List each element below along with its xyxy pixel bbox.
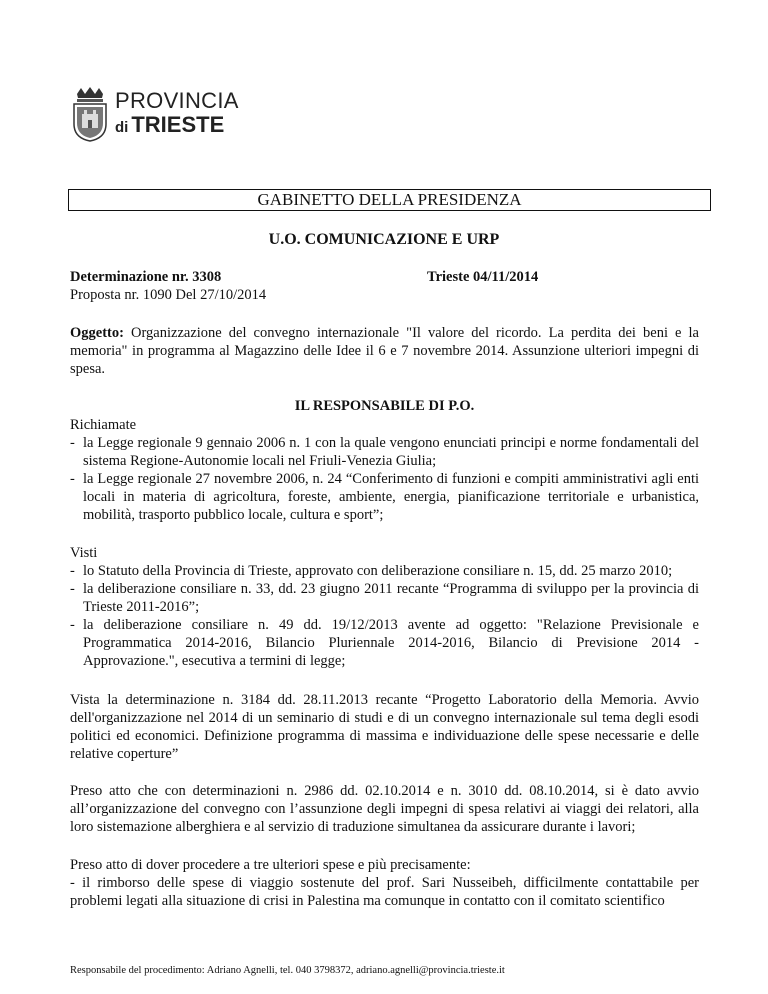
office-header-box: GABINETTO DELLA PRESIDENZA <box>68 189 711 211</box>
list-item: - la deliberazione consiliare n. 33, dd. 23 giugno 2011 recante “Programma di sviluppo per la provincia di Trieste 2011-2016”; <box>70 580 699 616</box>
logo-text-trieste <box>115 112 224 138</box>
richiamate-list <box>70 434 699 524</box>
list-item: - lo Statuto della Provincia di Trieste, approvato con deliberazione consiliare n. 15, dd. 25 marzo 2010; <box>70 562 699 580</box>
visti-list <box>70 562 699 670</box>
determinazione-number: Determinazione nr. 3308 <box>70 269 222 285</box>
preso-atto-intro: Preso atto di dover procedere a tre ulteriori spese e più precisamente: <box>70 857 471 873</box>
preso-atto-paragraph-2 <box>70 856 699 910</box>
list-item: - la Legge regionale 9 gennaio 2006 n. 1 con la quale vengono enunciati principi e norme fondamentali del sistema Regione-Autonomie locali nel Friuli-Venezia Giulia; <box>70 434 699 470</box>
preso-atto-paragraph-1: Preso atto che con determinazioni n. 2986 dd. 02.10.2014 e n. 3010 dd. 08.10.2014, si è dato avvio all’organizzazione del convegno con l’assunzione degli impegni di spesa relativi ai viaggi dei relatori, alla loro sistemazione alberghiera e al servizio di traduzione simultanea da assicurare durante i lavori; <box>70 783 699 835</box>
list-item: - la deliberazione consiliare n. 49 dd. 19/12/2013 avente ad oggetto: "Relazione Previsionale e Programmatica 2014-2016, Bilancio Pluriennale 2014-2016, Bilancio di Previsione 2014 - Approvazione.", esecutiva a termini di legge; <box>70 616 699 670</box>
visti-section <box>70 544 699 670</box>
place-date: Trieste 04/11/2014 <box>427 269 539 285</box>
unit-title: U.O. COMUNICAZIONE E URP <box>268 231 500 248</box>
oggetto-label: Oggetto: <box>70 325 124 341</box>
section-heading: IL RESPONSABILE DI P.O. <box>294 398 475 414</box>
list-item: - la Legge regionale 27 novembre 2006, n. 24 “Conferimento di funzioni e compiti amministrativi agli enti locali in materia di agricoltura, foreste, ambiente, energia, pianificazione territoriale e urbanistica, mobilità, trasporto pubblico locale, cultura e sport”; <box>70 470 699 524</box>
visti-label: Visti <box>70 545 98 561</box>
preso-atto-item: - il rimborso delle spese di viaggio sostenute del prof. Sari Nusseibeh, difficilmente contattabile per problemi legati alla situazione di crisi in Palestina ma comunque in contatto con il comitato scientifico <box>70 875 699 909</box>
oggetto-text: Organizzazione del convegno internazionale "Il valore del ricordo. La perdita dei beni e la memoria" in programma al Magazzino delle Idee il 6 e 7 novembre 2014. Assunzione ulteriori impegni di spesa. <box>70 325 699 377</box>
coat-of-arms-icon <box>71 86 109 142</box>
logo-text-di: di <box>115 119 129 136</box>
oggetto-paragraph <box>70 324 699 378</box>
logo-text-city: TRIESTE <box>131 112 225 137</box>
footer-contact: Responsabile del procedimento: Adriano Agnelli, tel. 040 3798372, adriano.agnelli@provincia.trieste.it <box>70 965 505 976</box>
logo-text-provincia: PROVINCIA <box>115 88 239 113</box>
proposta-number: Proposta nr. 1090 Del 27/10/2014 <box>70 287 267 303</box>
provincia-logo <box>71 86 239 142</box>
richiamate-label: Richiamate <box>70 417 137 433</box>
vista-paragraph: Vista la determinazione n. 3184 dd. 28.11.2013 recante “Progetto Laboratorio della Memoria. Avvio dell'organizzazione nel 2014 di un seminario di studi e di un convegno internazionale sul tema degli esodi politici ed economici. Definizione programma di massima e individuazione delle spese necessarie e delle relative coperture” <box>70 692 699 762</box>
richiamate-section <box>70 416 699 524</box>
